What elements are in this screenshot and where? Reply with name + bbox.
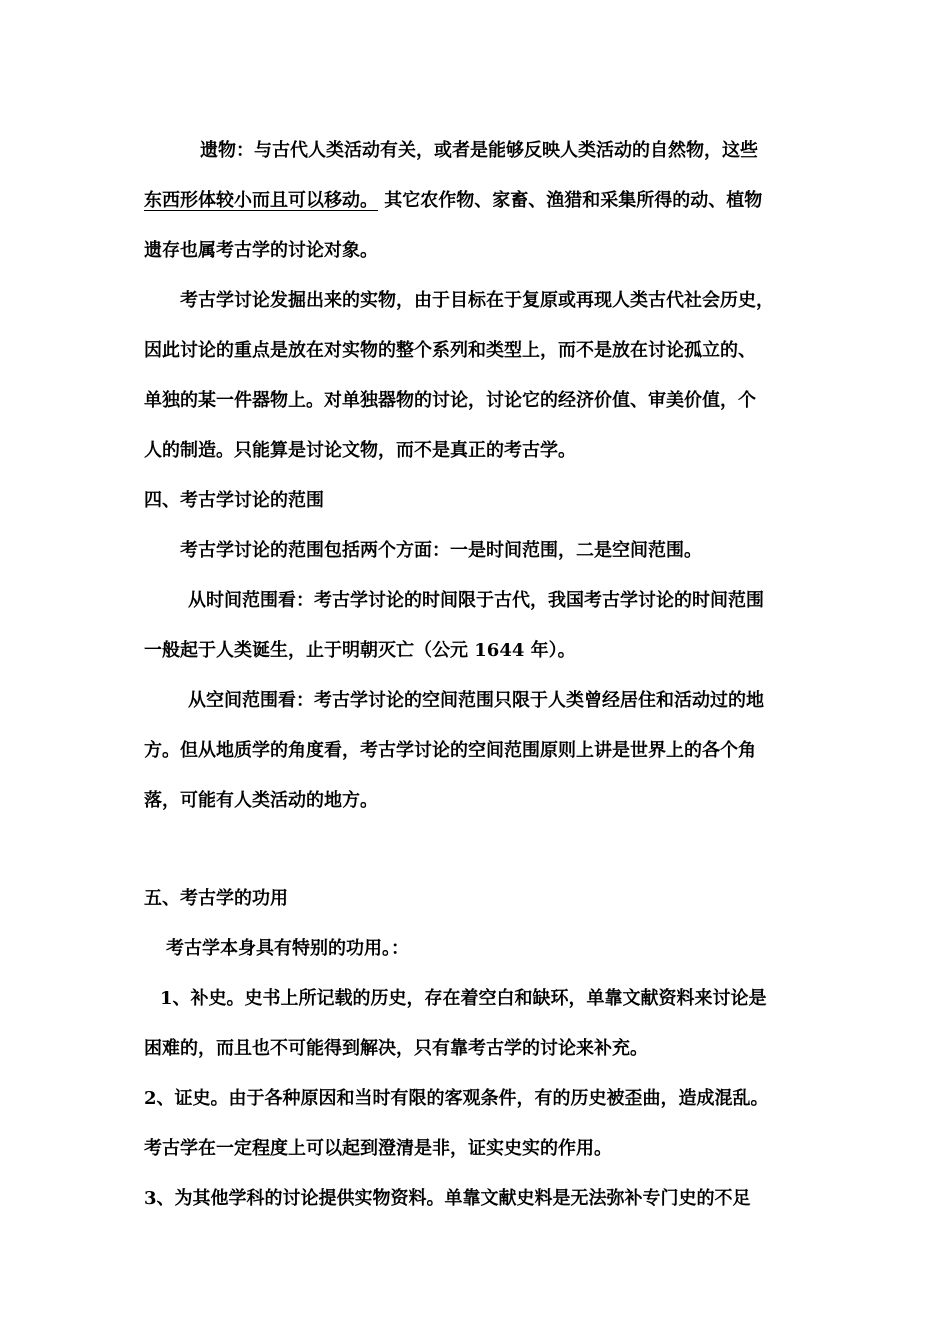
paragraph-scope-intro: 考古学讨论的范围包括两个方面：一是时间范围，二是空间范围。 bbox=[180, 540, 702, 561]
paragraph-research-line-1: 考古学讨论发掘出来的实物，由于目标在于复原或再现人类古代社会历史， bbox=[180, 290, 774, 311]
list-item-3-line-1: 3、为其他学科的讨论提供实物资料。单靠文献史料是无法弥补专门史的不足 bbox=[144, 1188, 751, 1209]
paragraph-space-scope-line-3: 落，可能有人类活动的地方。 bbox=[144, 790, 378, 811]
paragraph-relics-line-2 bbox=[144, 187, 762, 215]
paragraph-space-scope-line-2: 方。但从地质学的角度看，考古学讨论的空间范围原则上讲是世界上的各个角 bbox=[144, 740, 756, 761]
paragraph-research-line-3: 单独的某一件器物上。对单独器物的讨论，讨论它的经济价值、审美价值，个 bbox=[144, 390, 756, 411]
list-item-2-line-1: 2、证史。由于各种原因和当时有限的客观条件，有的历史被歪曲，造成混乱。 bbox=[144, 1088, 769, 1109]
paragraph-relics-line-1: 遗物：与古代人类活动有关，或者是能够反映人类活动的自然物，这些 bbox=[200, 140, 758, 161]
list-item-1-line-1: 1、补史。史书上所记载的历史，存在着空白和缺环，单靠文献资料来讨论是 bbox=[160, 988, 767, 1009]
relics-line-2-rest: 其它农作物、家畜、渔猎和采集所得的动、植物 bbox=[378, 190, 763, 211]
section-heading-5: 五、考古学的功用 bbox=[144, 888, 288, 909]
list-item-1-line-2: 困难的，而且也不可能得到解决，只有靠考古学的讨论来补充。 bbox=[144, 1038, 648, 1059]
underlined-text: 东西形体较小而且可以移动。 bbox=[144, 190, 378, 211]
paragraph-space-scope-line-1: 从空间范围看：考古学讨论的空间范围只限于人类曾经居住和活动过的地 bbox=[188, 690, 764, 711]
paragraph-research-line-2: 因此讨论的重点是放在对实物的整个系列和类型上，而不是放在讨论孤立的、 bbox=[144, 340, 756, 361]
paragraph-time-scope-line-1: 从时间范围看：考古学讨论的时间限于古代，我国考古学讨论的时间范围 bbox=[188, 590, 764, 611]
list-item-2-line-2: 考古学在一定程度上可以起到澄清是非，证实史实的作用。 bbox=[144, 1138, 612, 1159]
paragraph-time-scope-line-2: 一般起于人类诞生，止于明朝灭亡（公元 1644 年）。 bbox=[144, 640, 576, 661]
paragraph-research-line-4: 人的制造。只能算是讨论文物，而不是真正的考古学。 bbox=[144, 440, 576, 461]
section-heading-4: 四、考古学讨论的范围 bbox=[144, 490, 324, 511]
paragraph-function-intro: 考古学本身具有特别的功用。： bbox=[166, 938, 409, 959]
paragraph-relics-line-3: 遗存也属考古学的讨论对象。 bbox=[144, 240, 378, 261]
